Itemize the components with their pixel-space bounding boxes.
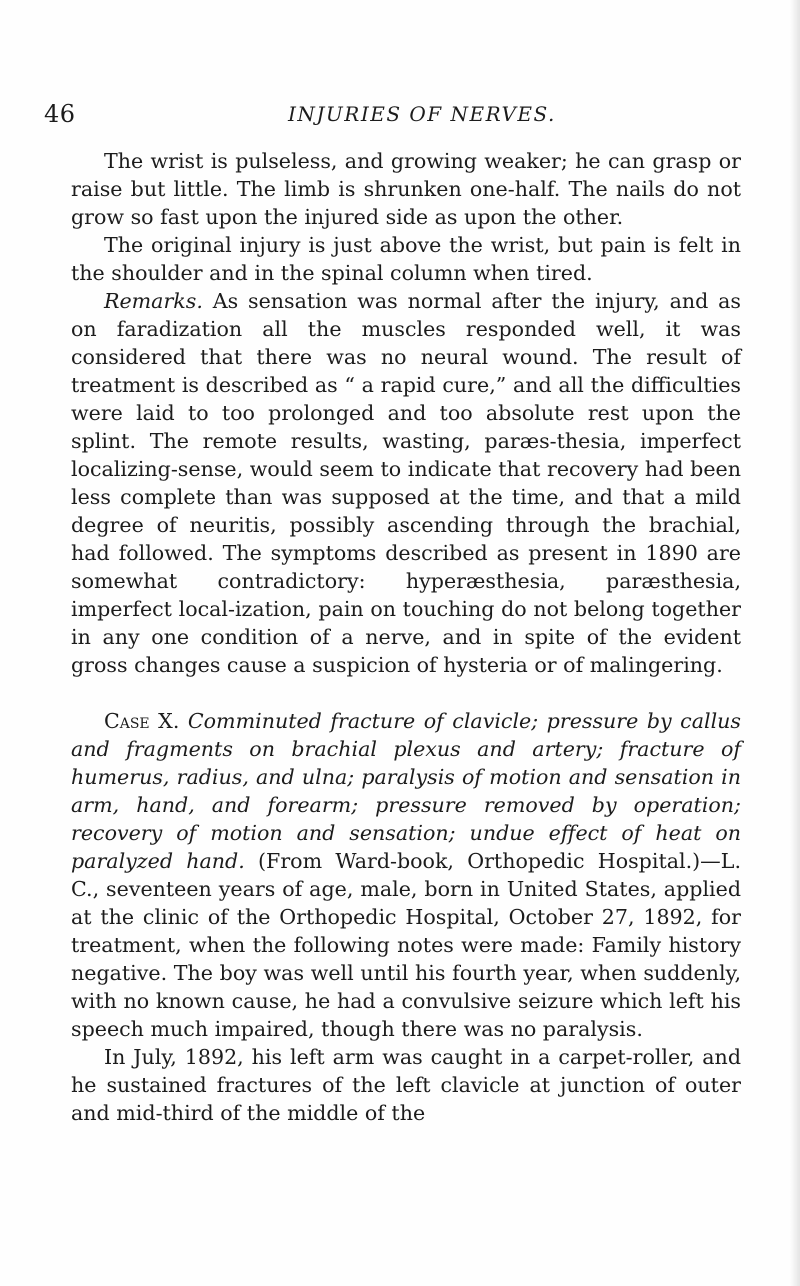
page-edge-shadow (790, 0, 800, 1286)
paragraph: In July, 1892, his left arm was caught in a carpet-roller, and he sustained fractures of the left clavicle at junction of outer and mid-third of the middle of the (71, 1045, 741, 1125)
remarks-paragraph (71, 287, 741, 679)
paragraph: The original injury is just above the wrist, but pain is felt in the shoulder and in the spinal column when tired. (71, 233, 741, 285)
case-text: (From Ward-book, Orthopedic Hospital.)—L. C., seventeen years of age, male, born in United States, applied at the clinic of the Orthopedic Hospital, October 27, 1892, for treatment, when the following notes were made: Family history negative. The boy was well until his fourth year, when suddenly, with no known cause, he had a convulsive seizure which left his speech much impaired, though there was no paralysis. (71, 849, 741, 1041)
case-title: Comminuted fracture of clavicle; pressure by callus and fragments on brachial plexus and artery; fracture of humerus, radius, and ulna; paralysis of motion and sensation in arm, hand, and forearm; pressure removed by operation; recovery of motion and sensation; undue effect of heat on paralyzed hand. (71, 709, 741, 873)
running-title: INJURIES OF NERVES. (288, 102, 556, 126)
remarks-text: As sensation was normal after the injury, and as on faradization all the muscles responded well, it was considered that there was no neural wound. The result of treatment is described as “ a rapid cure,” and all the difficulties were laid to too prolonged and too absolute rest upon the splint. The remote results, wasting, paræs-thesia, imperfect localizing-sense, would seem to indicate that recovery had been less complete than was supposed at the time, and that a mild degree of neuritis, possibly ascending through the brachial, had followed. The symptoms described as present in 1890 are somewhat contradictory: hyperæsthesia, paræsthesia, imperfect local-ization, pain on touching do not belong together in any one condition of a nerve, and in spite of the evident gross changes cause a suspicion of hysteria or of malingering. (71, 289, 741, 677)
page-body-text (71, 147, 741, 1127)
paragraph: The wrist is pulseless, and growing weaker; he can grasp or raise but little. The limb is shrunken one-half. The nails do not grow so fast upon the injured side as upon the other. (71, 149, 741, 229)
page-number: 46 (44, 100, 76, 128)
page-header (44, 100, 756, 134)
case-paragraph (71, 707, 741, 1043)
case-label: Case X. (103, 709, 180, 733)
remarks-label: Remarks. (103, 289, 203, 313)
